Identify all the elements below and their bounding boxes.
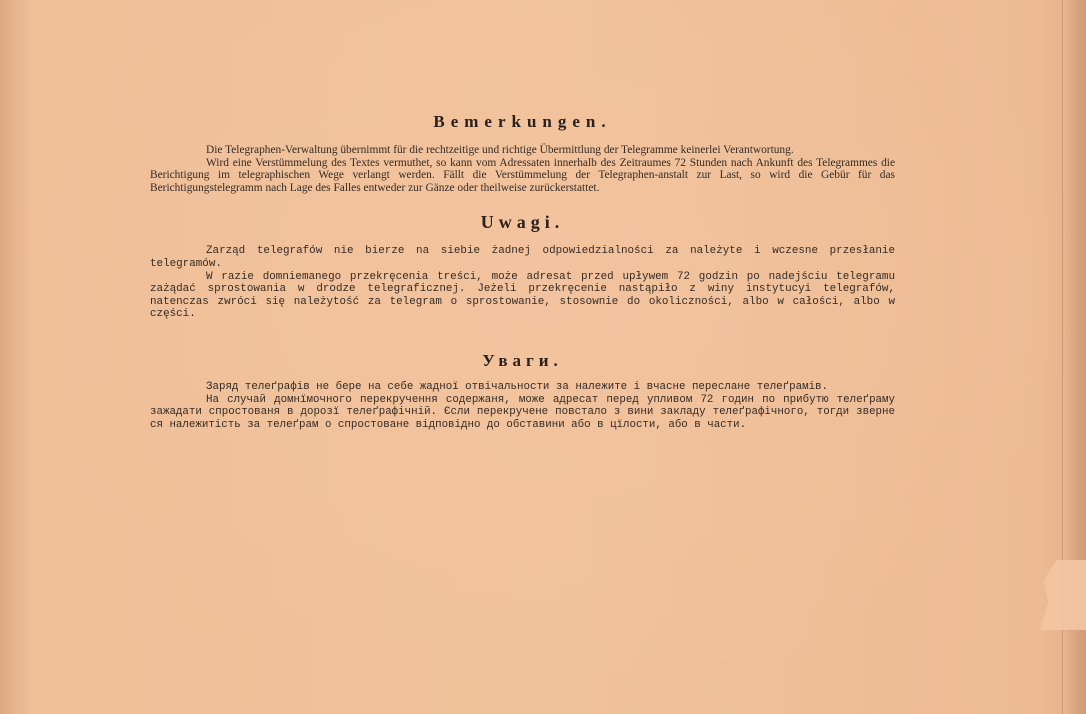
polish-paragraph-1: Zarząd telegrafów nie bierze na siebie żadnej odpowiedzialności za należyte i wczesne przesłanie telegramów. [150, 245, 895, 270]
ukrainian-heading: Уваги. [482, 350, 563, 370]
ukrainian-paragraph-2: На случай домнїмочного перекручення содержаня, може адресат перед упливом 72 годин по прибутю телеґраму зажадати спростованя в дорозї телеґрафічній. Єсли перекручене повстало з вини закладу телеґрафічного, тогди зверне ся належитість за телеґрам о спростоване відповідно до обставини або в цїлости, або в части. [150, 393, 895, 431]
notes-content [150, 110, 895, 431]
german-heading: Bemerkungen. [433, 112, 612, 131]
ukrainian-notes [150, 381, 895, 431]
polish-heading: Uwagi. [480, 212, 565, 233]
ukrainian-paragraph-1: Заряд телеґрафів не бере на себе жадної отвічальности за належите і вчасне переслане телеґрамів. [206, 380, 829, 393]
german-notes [150, 144, 895, 194]
polish-paragraph-2: W razie domniemanego przekręcenia treści, może adresat przed upływem 72 godzin po nadejściu telegramu zażądać sprostowania w drodze telegraficznej. Jeżeli przekręcenie nastąpiło z winy instytucyi telegrafów, natenczas zwróci się należytość za telegram o sprostowanie, stosownie do okoliczności, albo w całości, albo w części. [150, 270, 895, 321]
german-paragraph-1: Die Telegraphen-Verwaltung übernimmt für die rechtzeitige und richtige Übermittlung der Telegramme keinerlei Verantwortung. [206, 144, 794, 156]
german-paragraph-2: Wird eine Verstümmelung des Textes vermuthet, so kann vom Adressaten innerhalb des Zeitraumes 72 Stunden nach Ankunft des Telegrammes die Berichtigung im telegraphischen Wege verlangt werden. Fällt die Verstümmelung der Telegraphen-anstalt zur Last, so wird die Gebür für das Berichtigungstelegramm nach Lage des Falles entweder zur Gänze oder theilweise zurückerstattet. [150, 156, 895, 194]
paper-tear [1040, 560, 1086, 630]
polish-notes [150, 245, 895, 321]
